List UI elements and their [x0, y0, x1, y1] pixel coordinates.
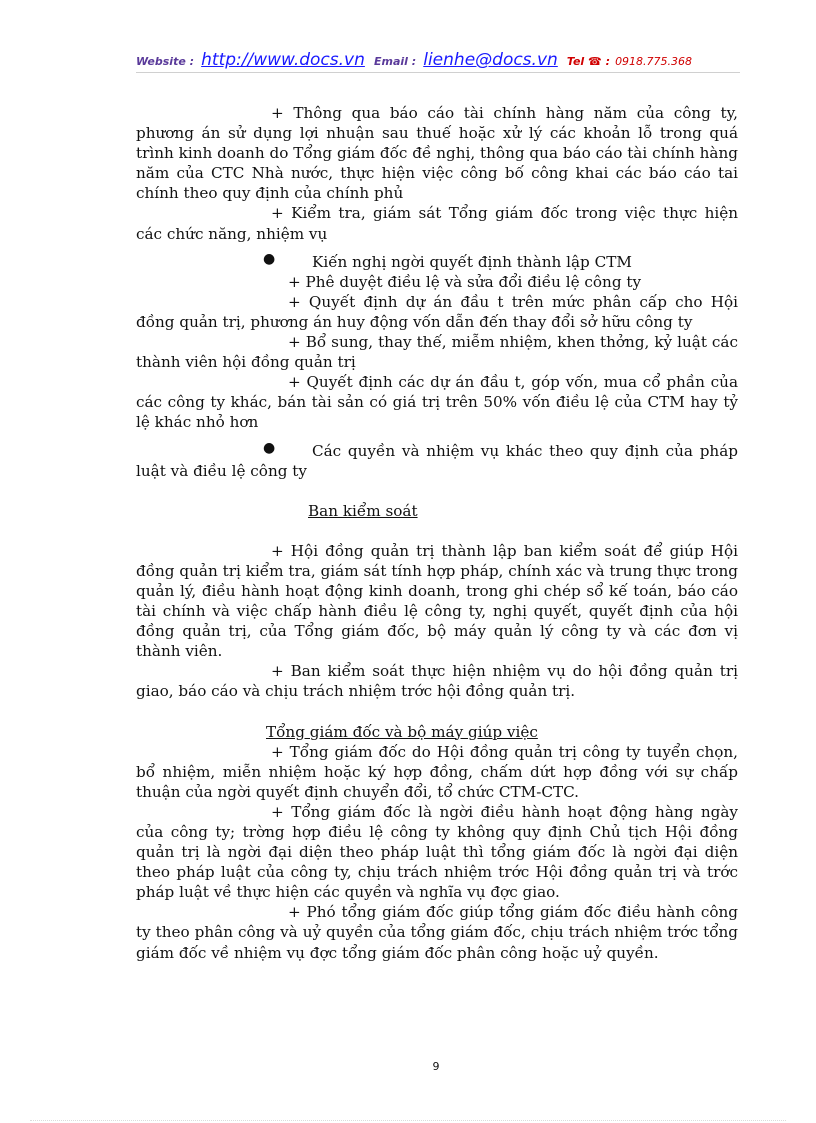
paragraph: + Tổng giám đốc là ngời điều hành hoạt động hàng ngày của công ty; trờng hợp điều lệ công ty không quy định Chủ tịch Hội đồng quản trị là ngời đại diện theo pháp luật thì tổng giám đốc là ngời đại diện theo pháp luật của công ty, chịu trách nhiệm trớc Hội đồng quản trị và trớc pháp luật về thực hiện các quyền và nghĩa vụ đợc giao. — [136, 802, 738, 902]
paragraph: + Thông qua báo cáo tài chính hàng năm của công ty, phương án sử dụng lợi nhuận sau thuế hoặc xử lý các khoản lỗ trong quá trình kinh doanh do Tổng giám đốc đề nghị, thông qua báo cáo tài chính hàng năm của CTC Nhà nước, thực hiện việc công bố công khai các báo cáo tai chính theo quy định của chính phủ — [136, 104, 738, 203]
page-header — [136, 50, 740, 73]
section-heading-tong-giam-doc: Tổng giám đốc và bộ máy giúp việc — [266, 722, 538, 741]
bullet-item — [136, 441, 738, 481]
bullet-text: Các quyền và nhiệm vụ khác theo quy định của pháp luật và điều lệ công ty — [136, 441, 738, 480]
bullet-text: Kiến nghị ngời quyết định thành lập CTM — [312, 252, 632, 271]
page-bottom-divider — [30, 1120, 786, 1121]
paragraph: + Ban kiểm soát thực hiện nhiệm vụ do hội đồng quản trị giao, báo cáo và chịu trách nhiệm trớc hội đồng quản trị. — [136, 662, 738, 701]
section-heading-ban-kiem-soat: Ban kiểm soát — [308, 501, 418, 520]
bullet-icon: ● — [263, 439, 276, 456]
website-link[interactable]: http://www.docs.vn — [201, 50, 365, 70]
paragraph: + Phê duyệt điều lệ và sửa đổi điều lệ công ty — [288, 272, 642, 291]
paragraph: + Tổng giám đốc do Hội đồng quản trị công ty tuyển chọn, bổ nhiệm, miễn nhiệm hoặc ký hợp đồng, chấm dứt hợp đồng với sự chấp thuận của ngời quyết định chuyển đổi, tổ chức CTM-CTC. — [136, 742, 738, 801]
phone-number: 0918.775.368 — [615, 55, 693, 68]
document-body — [136, 103, 738, 963]
page-number: 9 — [432, 1060, 440, 1073]
tel-label: Tel ☎ : — [566, 55, 610, 68]
paragraph: + Bổ sung, thay thế, miễm nhiệm, khen thởng, kỷ luật các thành viên hội đồng quản trị — [136, 333, 738, 372]
paragraph: + Phó tổng giám đốc giúp tổng giám đốc điều hành công ty theo phân công và uỷ quyền của tổng giám đốc, chịu trách nhiệm trớc tổng giám đốc về nhiệm vụ đợc tổng giám đốc phân công hoặc uỷ quyền. — [136, 903, 738, 962]
paragraph: + Hội đồng quản trị thành lập ban kiểm soát để giúp Hội đồng quản trị kiểm tra, giám sát tính hợp pháp, chính xác và trung thực trong quản lý, điều hành hoạt động kinh doanh, trong ghi chép sổ kế toán, báo cáo tài chính và việc chấp hành điều lệ công ty, nghị quyết, quyết định của hội đồng quản trị, của Tổng giám đốc, bộ máy quản lý công ty và các đơn vị thành viên. — [136, 541, 738, 661]
bullet-item — [136, 252, 738, 272]
paragraph: + Kiểm tra, giám sát Tổng giám đốc trong việc thực hiện các chức năng, nhiệm vụ — [136, 204, 738, 243]
paragraph: + Quyết định dự án đầu t trên mức phân cấp cho Hội đồng quản trị, phương án huy động vốn dẫn đến thay đổi sở hữu công ty — [136, 292, 738, 331]
paragraph: + Quyết định các dự án đầu t, góp vốn, mua cổ phần của các công ty khác, bán tài sản có giá trị trên 50% vốn điều lệ của CTM hay tỷ lệ khác nhỏ hơn — [136, 373, 738, 432]
bullet-icon: ● — [263, 250, 276, 267]
email-link[interactable]: lienhe@docs.vn — [423, 50, 558, 70]
email-label: Email : — [373, 55, 417, 68]
website-label: Website : — [136, 55, 195, 68]
